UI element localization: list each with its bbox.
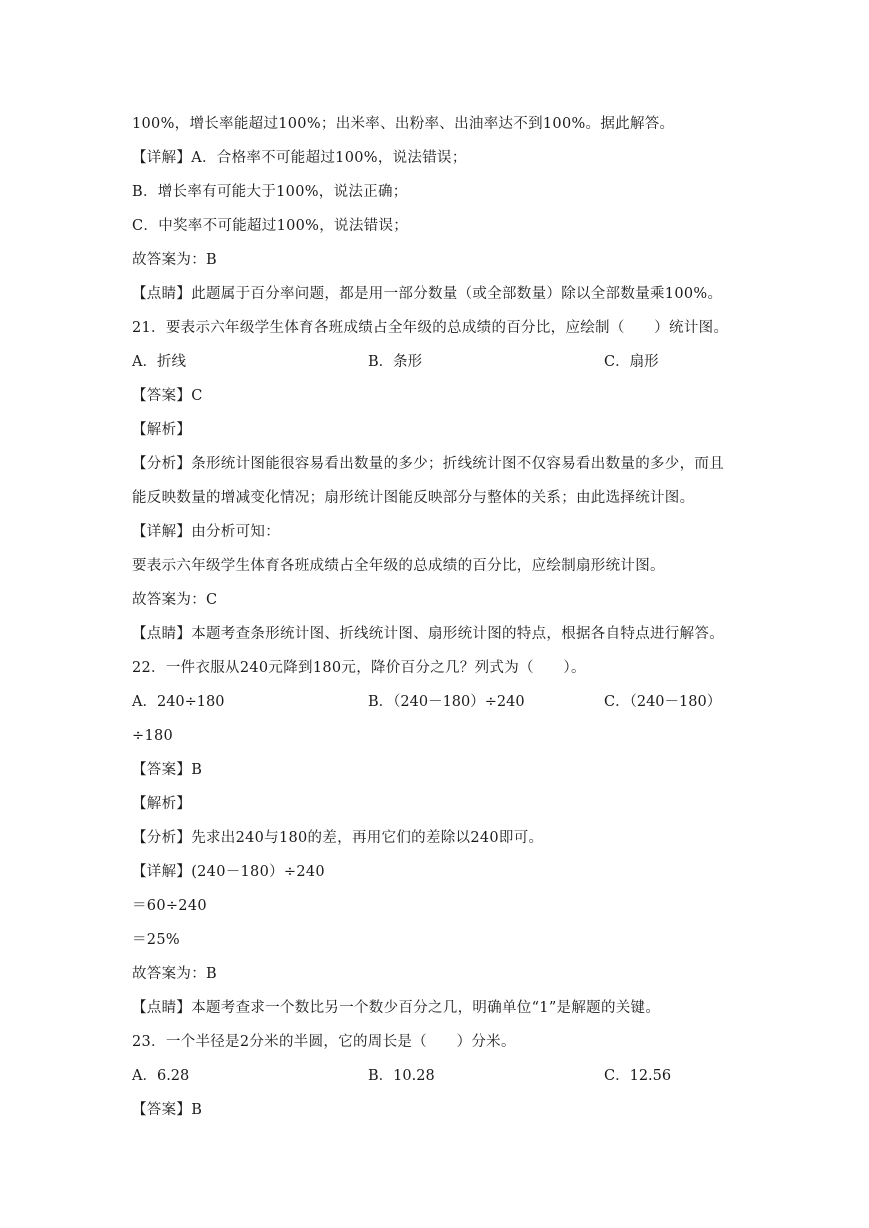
question-22: 22．一件衣服从240元降到180元，降价百分之几？列式为（ ）。 [132,660,586,676]
text-line: 100%，增长率能超过100%；出米率、出粉率、出油率达不到100%。据此解答。 [132,116,675,132]
text-line: ＝25% [132,932,180,948]
text-line: C．中奖率不可能超过100%，说法错误； [132,218,409,234]
q23-option-a: A．6.28 [132,1068,190,1084]
text-line: ＝60÷240 [132,898,207,914]
q21-options [132,352,752,372]
answer-label: 【答案】B [132,762,203,778]
text-line: 【详解】(240－180）÷240 [132,864,325,880]
text-line: ÷180 [132,728,174,744]
q22-option-b: B．（240－180）÷240 [368,694,525,710]
text-line: 能反映数量的增减变化情况；扇形统计图能反映部分与整体的关系；由此选择统计图。 [132,490,695,506]
q21-option-c: C．扇形 [604,354,659,370]
q21-option-a: A．折线 [132,354,186,370]
text-line: 【点睛】此题属于百分率问题，都是用一部分数量（或全部数量）除以全部数量乘100%。 [132,286,723,302]
q22-options [132,692,752,712]
question-21: 21．要表示六年级学生体育各班成绩占全年级的总成绩的百分比，应绘制（ ）统计图。 [132,320,729,336]
text-line: 【点睛】本题考查条形统计图、折线统计图、扇形统计图的特点，根据各自特点进行解答。 [132,626,724,642]
text-line: 要表示六年级学生体育各班成绩占全年级的总成绩的百分比，应绘制扇形统计图。 [132,558,665,574]
q23-options [132,1066,752,1086]
q23-option-b: B．10.28 [368,1068,435,1084]
q22-option-c: C．（240－180） [604,694,722,710]
answer-label: 【答案】B [132,1102,203,1118]
text-line: 故答案为：B [132,252,217,268]
text-line: 【点睛】本题考查求一个数比另一个数少百分之几，明确单位“1”是解题的关键。 [132,1000,661,1016]
answer-label: 【答案】C [132,388,203,404]
q22-option-a: A．240÷180 [132,694,225,710]
q21-option-b: B．条形 [368,354,423,370]
analysis-label: 【解析】 [132,796,192,812]
text-line: 【分析】先求出240与180的差，再用它们的差除以240即可。 [132,830,544,846]
text-line: 故答案为：C [132,592,218,608]
q23-option-c: C．12.56 [604,1068,672,1084]
analysis-label: 【解析】 [132,422,192,438]
text-line: B．增长率有可能大于100%，说法正确； [132,184,408,200]
question-23: 23．一个半径是2分米的半圆，它的周长是（ ）分米。 [132,1034,516,1050]
text-line: 【详解】A．合格率不可能超过100%，说法错误； [132,150,467,166]
text-line: 【详解】由分析可知： [132,524,280,540]
text-line: 故答案为：B [132,966,217,982]
text-line: 【分析】条形统计图能很容易看出数量的多少；折线统计图不仅容易看出数量的多少，而且 [132,456,724,472]
